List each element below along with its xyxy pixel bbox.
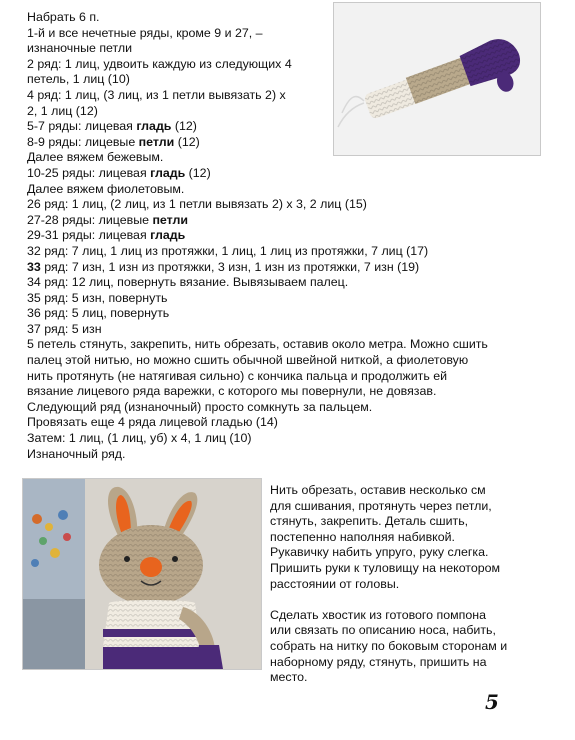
instruction-line <box>27 260 547 276</box>
instruction-line: петель, 1 лиц (10) <box>27 72 130 87</box>
instruction-line: Провязать еще 4 ряда лицевой гладью (14) <box>27 415 278 430</box>
instruction-line: палец этой нитью, но можно сшить обычной швейной ниткой, а фиолетовую <box>27 353 469 368</box>
instruction-line: Набрать 6 п. <box>27 10 100 24</box>
instruction-line: вязание лицевого ряда варежки, с которого мы повернули, не довязав. <box>27 384 437 399</box>
instruction-line: 2 ряд: 1 лиц, удвоить каждую из следующих 4 <box>27 56 292 71</box>
instruction-line: 26 ряд: 1 лиц, (2 лиц, из 1 петли вывязать 2) х 3, 2 лиц (15) <box>27 197 367 212</box>
instruction-line: Изнаночный ряд. <box>27 446 126 461</box>
page-number: 5 <box>485 690 499 714</box>
instruction-text: 27-28 ряды: лицевые <box>27 212 153 227</box>
instruction-line: Следующий ряд (изнаночный) просто сомкнуть за пальцем. <box>27 399 373 414</box>
instruction-line: 5 петель стянуть, закрепить, нить обрезать, оставив около метра. Можно сшить <box>27 337 488 352</box>
instruction-line: 34 ряд: 12 лиц, повернуть вязание. Вывязываем палец. <box>27 275 349 290</box>
instruction-text: 8-9 ряды: лицевые <box>27 134 139 149</box>
instruction-emphasis: 33 <box>27 259 41 274</box>
instruction-text: (12) <box>185 165 211 180</box>
paragraph-line: собрать на нитку по боковым сторонам и <box>270 638 508 653</box>
instruction-text: (12) <box>174 134 200 149</box>
instruction-line: 1-й и все нечетные ряды, кроме 9 и 27, – <box>27 25 263 40</box>
instruction-line <box>27 213 547 229</box>
paragraph-line: постепенно наполняя набивкой. <box>270 529 455 544</box>
finishing-paragraph-1 <box>270 483 532 592</box>
paragraph-line: Сделать хвостик из готового помпона <box>270 607 486 622</box>
instruction-line: изнаночные петли <box>27 41 133 56</box>
instruction-line: Затем: 1 лиц, (1 лиц, уб) х 4, 1 лиц (10) <box>27 431 252 446</box>
paragraph-gap <box>270 592 532 608</box>
finishing-instructions <box>270 483 532 686</box>
instruction-text: 5-7 ряды: лицевая <box>27 119 137 134</box>
instruction-text: 29-31 ряды: лицевая <box>27 228 151 243</box>
instruction-text: (12) <box>171 119 197 134</box>
instruction-emphasis: гладь <box>136 119 172 134</box>
instruction-line: 2, 1 лиц (12) <box>27 103 98 118</box>
paragraph-line: Нить обрезать, оставив несколько см <box>270 483 486 497</box>
instruction-line: 35 ряд: 5 изн, повернуть <box>27 290 168 305</box>
paragraph-line: Пришить руки к туловищу на некотором <box>270 560 501 575</box>
instruction-line: нить протянуть (не натягивая сильно) с кончика пальца и продолжить ей <box>27 368 448 383</box>
instruction-line <box>27 228 547 244</box>
paragraph-line: место. <box>270 670 308 685</box>
instruction-line: 37 ряд: 5 изн <box>27 321 102 336</box>
finishing-paragraph-2 <box>270 608 532 686</box>
paragraph-line: расстоянии от головы. <box>270 576 400 591</box>
instruction-line: Далее вяжем фиолетовым. <box>27 181 185 196</box>
knitted-bunny-illustration <box>23 479 261 669</box>
paragraph-line: или связать по описанию носа, набить, <box>270 623 496 638</box>
mitten-photo <box>333 2 541 156</box>
instruction-line: 36 ряд: 5 лиц, повернуть <box>27 306 170 321</box>
paragraph-line: Рукавичку набить упруго, руку слегка. <box>270 545 489 560</box>
knitted-arm-illustration <box>334 3 540 155</box>
instruction-line <box>27 166 547 182</box>
instruction-emphasis: гладь <box>150 228 186 243</box>
instruction-line: Далее вяжем бежевым. <box>27 150 164 165</box>
instruction-text: ряд: 7 изн, 1 изн из протяжки, 3 изн, 1 изн из протяжки, 7 изн (19) <box>40 259 420 274</box>
instruction-emphasis: петли <box>138 134 175 149</box>
paragraph-line: стянуть, закрепить. Деталь сшить, <box>270 514 469 529</box>
instruction-emphasis: гладь <box>150 165 186 180</box>
paragraph-line: наборному ряду, стянуть, пришить на <box>270 654 487 669</box>
instruction-text: 10-25 ряды: лицевая <box>27 165 151 180</box>
instruction-emphasis: петли <box>152 212 189 227</box>
instruction-line: 4 ряд: 1 лиц, (3 лиц, из 1 петли вывязать 2) х <box>27 87 286 102</box>
bunny-photo <box>22 478 262 670</box>
instruction-line: 32 ряд: 7 лиц, 1 лиц из протяжки, 1 лиц, 1 лиц из протяжки, 7 лиц (17) <box>27 243 429 258</box>
paragraph-line: для сшивания, протянуть через петли, <box>270 498 492 513</box>
